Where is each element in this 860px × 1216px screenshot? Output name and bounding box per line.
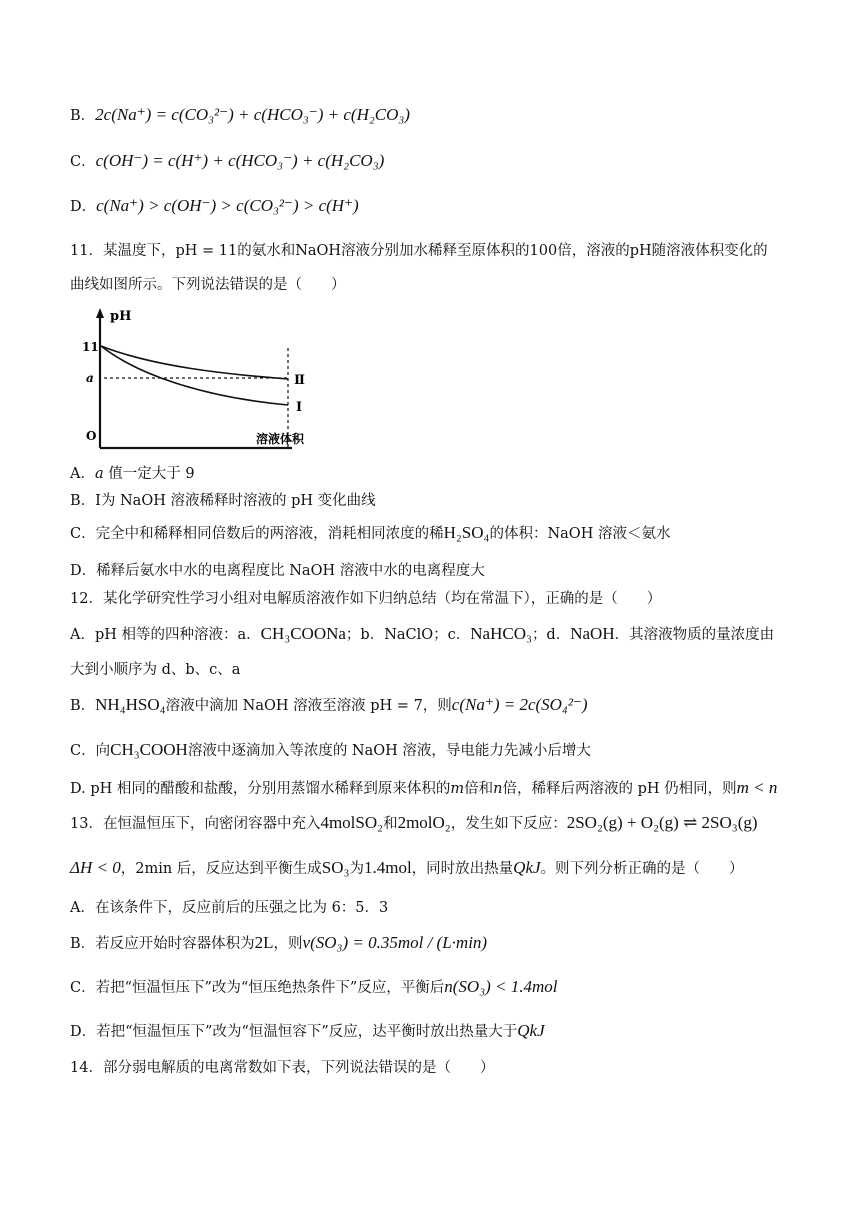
q12-option-a-line2: 大到小顺序为 d、b、c、a [70, 662, 241, 678]
formula: 1.4mol [363, 858, 412, 877]
ph-dilution-graph [82, 306, 322, 456]
q13-option-c [70, 976, 804, 999]
formula: v(SO₃) = 0.35mol / (L·min) [302, 933, 488, 952]
variable-m: m [450, 781, 465, 797]
option-text: 的体积：NaOH 溶液＜氨水 [489, 526, 671, 542]
formula: 4molSO₂ [320, 813, 384, 832]
text: 13．在恒温恒压下，向密闭容器中充入 [70, 816, 321, 832]
q11-stem-line2: 曲线如图所示。下列说法错误的是（ ） [70, 277, 346, 293]
text: 溶液中逐滴加入等浓度的 NaOH 溶液，导电能力先减小后增大 [187, 743, 591, 759]
text: C．若把“恒温恒压下”改为“恒压绝热条件下”反应，平衡后 [70, 980, 445, 996]
option-text: 值一定大于 9 [108, 466, 195, 482]
q13-option-a: A．在该条件下，反应前后的压强之比为 6：5．3 [70, 900, 389, 916]
formula: c(Na⁺) = 2c(SO₄²⁻) [451, 695, 588, 714]
curve-II [101, 346, 288, 379]
q12-option-c [70, 739, 804, 762]
formula: CH₃COOH [110, 740, 188, 759]
text: ，同时放出热量 [411, 861, 514, 877]
formula: NaHCO₃ [470, 624, 532, 643]
option-label: C． [70, 154, 96, 170]
text: 。则下列分析正确的是（ ） [540, 861, 744, 877]
text: ．其溶液物质的量浓度由 [614, 627, 775, 643]
variable-a: a [94, 466, 104, 482]
text: D．若把“恒温恒压下”改为“恒温恒容下”反应，达平衡时放出热量大于 [70, 1024, 518, 1040]
option-text: C．完全中和稀释相同倍数后的两溶液，消耗相同浓度的稀 [70, 526, 444, 542]
option-label: B． [70, 698, 96, 714]
q12-option-b [70, 694, 804, 717]
option-label: A． [70, 466, 95, 482]
formula: NaOH [570, 624, 615, 643]
text: C．向 [70, 743, 111, 759]
y-tick-11: 11 [82, 340, 99, 354]
text: ，2min 后，反应达到平衡生成 [120, 861, 322, 877]
q10-option-b [70, 104, 804, 127]
q12-option-a-line1 [70, 623, 804, 646]
formula: QkJ [513, 858, 541, 877]
formula: 2SO₂(g) + O₂(g) ⇌ 2SO₃(g) [566, 813, 758, 832]
text: 溶液中滴加 NaOH 溶液至溶液 pH = 7，则 [165, 698, 452, 714]
y-axis-label: pH [110, 309, 132, 324]
curve-II-label: Ⅱ [294, 373, 305, 388]
formula: QkJ [517, 1021, 545, 1040]
q10-option-d [70, 195, 804, 218]
q13-option-b [70, 932, 804, 955]
x-axis-label: 溶液体积 [256, 432, 305, 446]
text: B．若反应开始时容器体积为 [70, 936, 255, 952]
variable-n: n [493, 781, 503, 797]
option-label: B． [70, 108, 96, 124]
formula: 2L [254, 933, 274, 952]
text: 倍和 [464, 781, 494, 797]
q11-option-b: B．Ⅰ为 NaOH 溶液稀释时溶液的 pH 变化曲线 [70, 493, 376, 509]
y-tick-a: a [86, 371, 94, 385]
q13-stem-line1 [70, 812, 804, 835]
formula: 2c(Na⁺) = c(CO₃²⁻) + c(HCO₃⁻) + c(H₂CO₃) [95, 105, 410, 124]
text: ；b．NaClO；c． [345, 627, 471, 643]
text: ，发生如下反应： [450, 816, 567, 832]
q10-option-c [70, 150, 804, 173]
q11-option-c [70, 522, 804, 545]
q12-option-d [70, 777, 804, 800]
text: 倍，稀释后两溶液的 pH 仍相同，则 [502, 781, 737, 797]
y-axis-arrow-icon [96, 308, 104, 318]
formula: ΔH < 0 [70, 858, 121, 877]
text: A．pH 相等的四种溶液：a． [70, 627, 261, 643]
q11-option-d: D．稀释后氨水中水的电离程度比 NaOH 溶液中水的电离程度大 [70, 563, 485, 579]
formula: NH₄HSO₄ [95, 695, 166, 714]
formula: c(OH⁻) = c(H⁺) + c(HCO₃⁻) + c(H₂CO₃) [95, 151, 385, 170]
formula: c(Na⁺) > c(OH⁻) > c(CO₃²⁻) > c(H⁺) [96, 196, 359, 215]
formula: 2molO₂ [397, 813, 451, 832]
formula: m < n [736, 778, 778, 797]
option-label: D． [70, 199, 97, 215]
q14-stem: 14．部分弱电解质的电离常数如下表，下列说法错误的是（ ） [70, 1060, 495, 1076]
text: 和 [383, 816, 398, 832]
q12-stem: 12．某化学研究性学习小组对电解质溶液作如下归纳总结（均在常温下），正确的是（ ） [70, 591, 662, 607]
q13-option-d [70, 1020, 804, 1043]
formula: SO₃ [321, 858, 350, 877]
formula: CH₃COONa [260, 624, 346, 643]
text: ；d． [531, 627, 571, 643]
formula: H₂SO₄ [443, 523, 490, 542]
curve-I-label: Ⅰ [296, 400, 303, 415]
text: 为 [349, 861, 364, 877]
q13-stem-line2 [70, 857, 804, 880]
q11-stem-line1: 11．某温度下，pH = 11的氨水和NaOH溶液分别加水稀释至原体积的100倍，溶液的pH随溶液体积变化的 [70, 243, 768, 259]
origin-label: O [86, 429, 97, 443]
formula: n(SO₃) < 1.4mol [444, 977, 558, 996]
q11-option-a [70, 463, 804, 485]
text: D. pH 相同的醋酸和盐酸，分别用蒸馏水稀释到原来体积的 [70, 781, 451, 797]
text: ，则 [273, 936, 303, 952]
